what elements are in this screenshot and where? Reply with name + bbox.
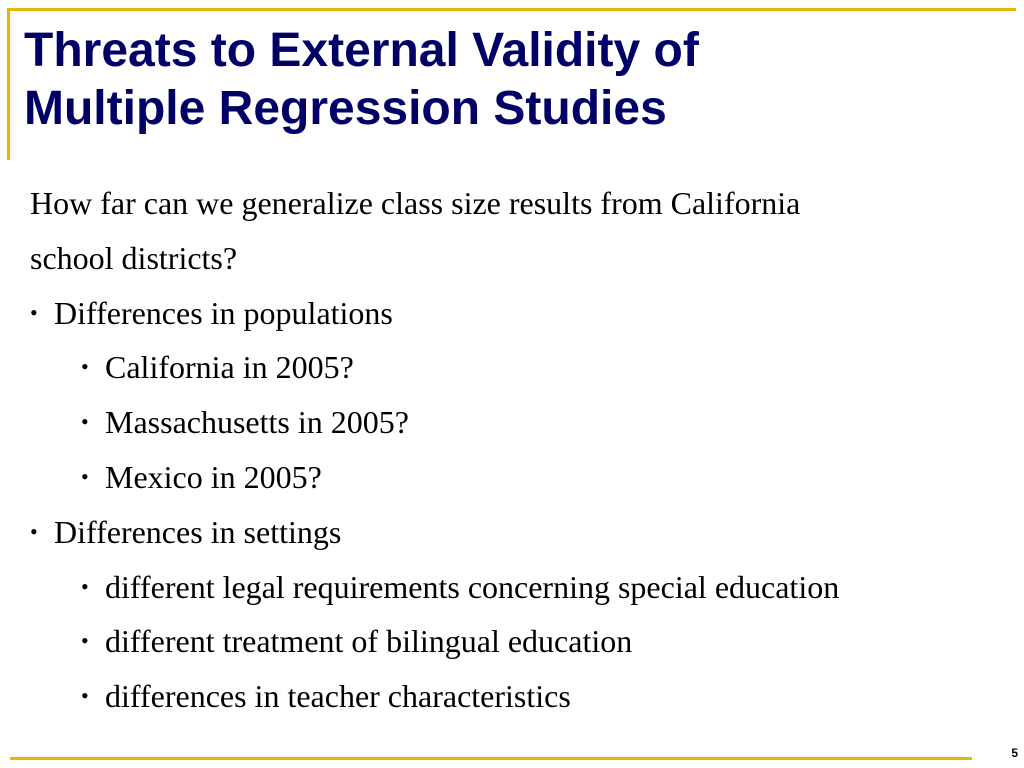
list-item-label: California in 2005?	[105, 349, 354, 386]
list-item	[30, 450, 1000, 505]
left-rule	[7, 8, 10, 160]
bullet-icon: •	[81, 573, 89, 599]
list-item-label: different legal requirements concerning special education	[105, 568, 840, 605]
bullet-icon: •	[81, 683, 89, 709]
list-item	[30, 560, 1000, 615]
section-heading-label: Differences in settings	[54, 513, 342, 550]
page-number: 5	[1011, 746, 1018, 760]
list-item	[30, 395, 1000, 450]
list-item-label: different treatment of bilingual education	[105, 623, 633, 660]
top-rule	[10, 8, 1016, 11]
intro-line-2: school districts?	[30, 239, 238, 276]
list-item	[30, 340, 1000, 395]
list-item	[30, 669, 1000, 724]
section-heading-settings	[30, 505, 1000, 560]
section-heading-label: Differences in populations	[54, 294, 393, 331]
list-item-label: Massachusetts in 2005?	[105, 404, 409, 441]
list-item-label: differences in teacher characteristics	[105, 678, 571, 715]
slide-title	[24, 22, 984, 138]
bullet-icon: •	[30, 299, 38, 325]
list-item	[30, 614, 1000, 669]
title-line-2: Multiple Regression Studies	[24, 82, 667, 135]
section-heading-populations	[30, 286, 1000, 341]
intro-line-1: How far can we generalize class size results from California	[30, 185, 801, 221]
slide-body	[30, 176, 1000, 724]
list-item-label: Mexico in 2005?	[105, 458, 322, 495]
bottom-rule	[10, 757, 972, 760]
bullet-icon: •	[30, 518, 38, 544]
title-line-1: Threats to External Validity of	[24, 24, 699, 77]
bullet-icon: •	[81, 354, 89, 380]
bullet-icon: •	[81, 463, 89, 489]
bullet-icon: •	[81, 409, 89, 435]
bullet-icon: •	[81, 628, 89, 654]
